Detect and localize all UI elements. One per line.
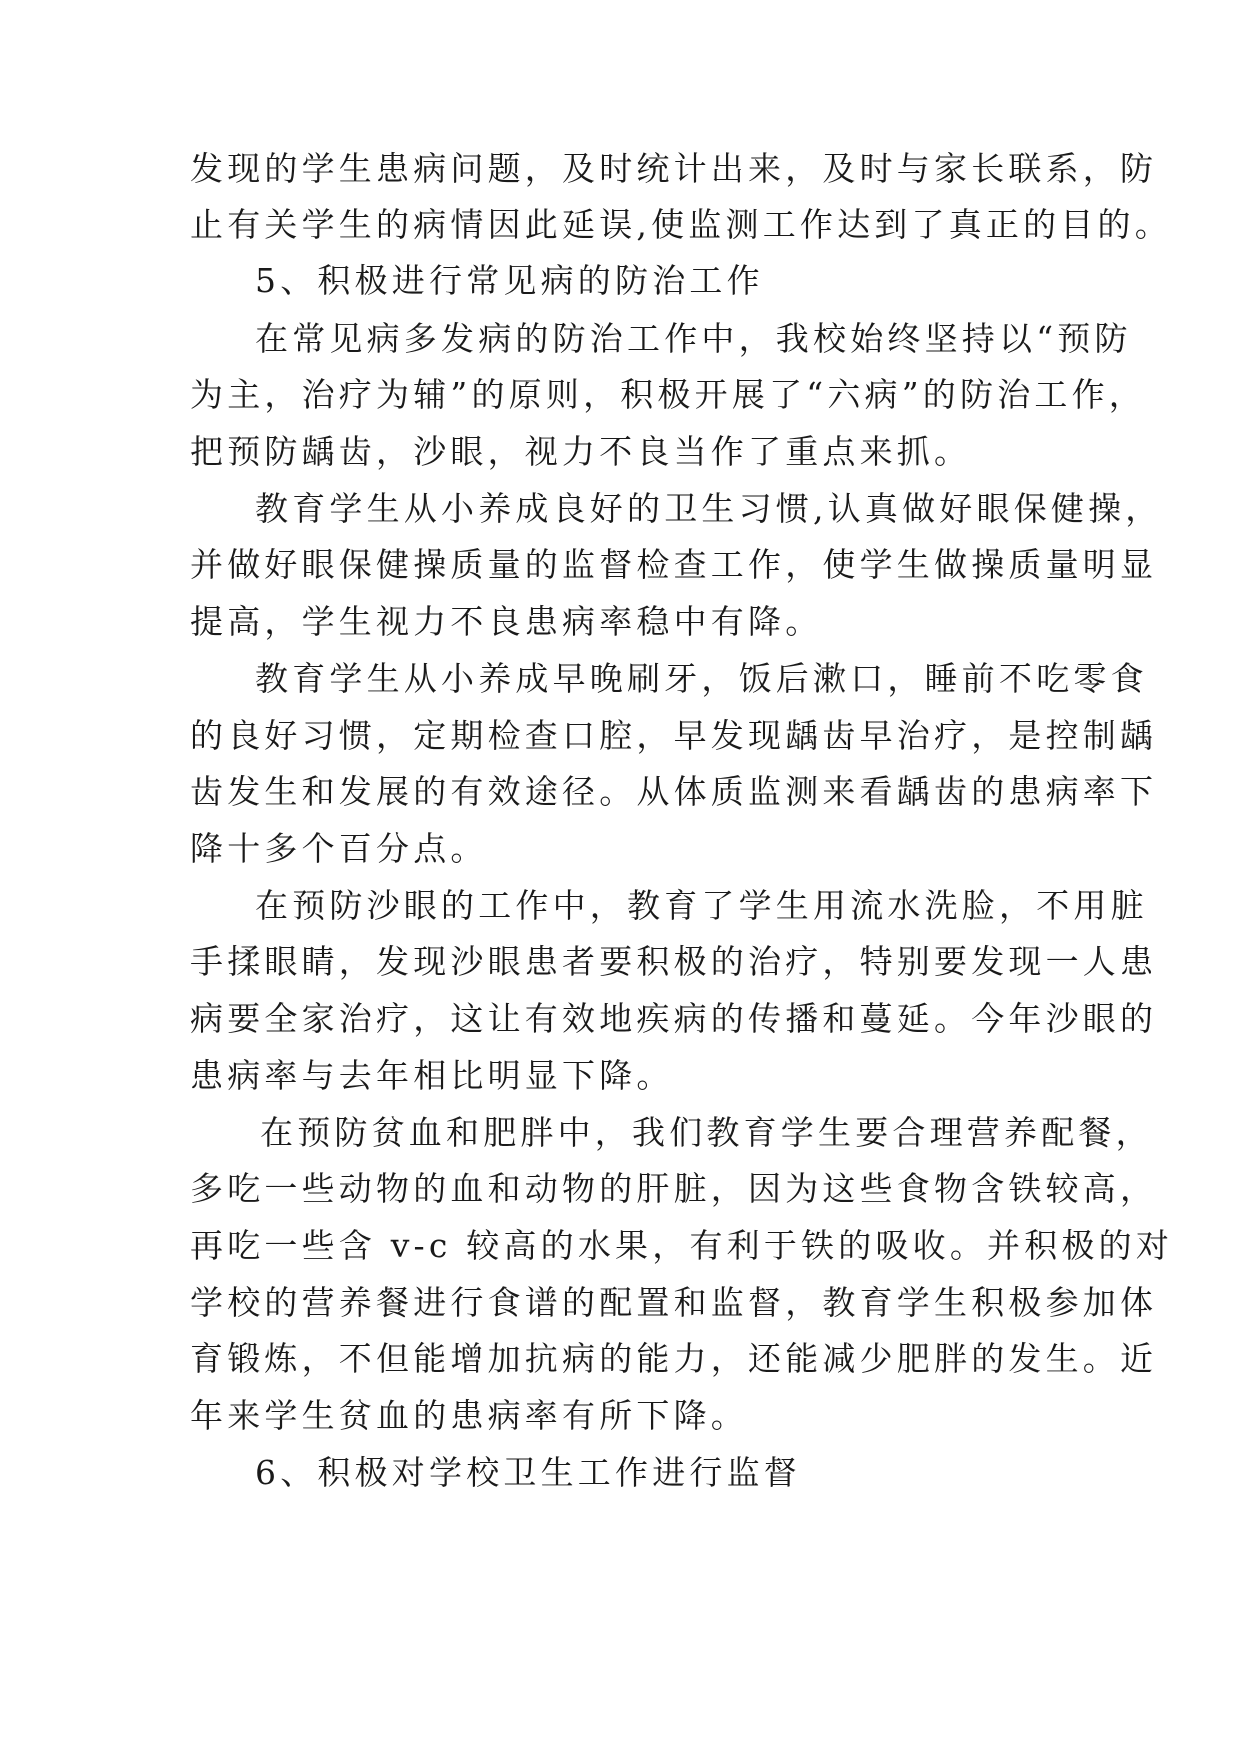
text-line: 多吃一些动物的血和动物的肝脏，因为这些食物含铁较高， (190, 1169, 1158, 1208)
text-line: 为主，治疗为辅”的原则，积极开展了“六病”的防治工作， (190, 375, 1147, 414)
text-line: 育锻炼，不但能增加抗病的能力，还能减少肥胖的发生。近 (190, 1339, 1158, 1378)
text-line: 再吃一些含 v-c 较高的水果，有利于铁的吸收。并积极的对 (190, 1226, 1174, 1265)
text-line: 把预防龋齿，沙眼，视力不良当作了重点来抓。 (190, 432, 972, 471)
text-line: 发现的学生患病问题，及时统计出来，及时与家长联系，防 (190, 149, 1158, 188)
text-line: 止有关学生的病情因此延误,使监测工作达到了真正的目的。 (190, 205, 1172, 244)
text-line: 教育学生从小养成良好的卫生习惯,认真做好眼保健操， (255, 489, 1163, 528)
text-line: 年来学生贫血的患病率有所下降。 (190, 1396, 748, 1435)
text-line: 在预防贫血和肥胖中，我们教育学生要合理营养配餐， (260, 1113, 1153, 1152)
text-line: 手揉眼睛，发现沙眼患者要积极的治疗，特别要发现一人患 (190, 942, 1158, 981)
text-line: 教育学生从小养成早晚刷牙，饭后漱口，睡前不吃零食 (255, 659, 1148, 698)
text-line: 患病率与去年相比明显下降。 (190, 1056, 674, 1095)
text-line: 病要全家治疗，这让有效地疾病的传播和蔓延。今年沙眼的 (190, 999, 1158, 1038)
text-line: 学校的营养餐进行食谱的配置和监督，教育学生积极参加体 (190, 1283, 1158, 1322)
text-line: 提高，学生视力不良患病率稳中有降。 (190, 602, 823, 641)
section-heading-5: 5、积极进行常见病的防治工作 (255, 261, 764, 300)
text-line: 降十多个百分点。 (190, 829, 488, 868)
text-line: 的良好习惯，定期检查口腔，早发现龋齿早治疗，是控制龋 (190, 716, 1158, 755)
text-line: 在预防沙眼的工作中，教育了学生用流水洗脸，不用脏 (255, 886, 1148, 925)
text-line: 在常见病多发病的防治工作中，我校始终坚持以“预防 (255, 319, 1132, 358)
text-line: 齿发生和发展的有效途径。从体质监测来看龋齿的患病率下 (190, 772, 1158, 811)
section-heading-6: 6、积极对学校卫生工作进行监督 (255, 1453, 801, 1492)
text-line: 并做好眼保健操质量的监督检查工作，使学生做操质量明显 (190, 545, 1158, 584)
